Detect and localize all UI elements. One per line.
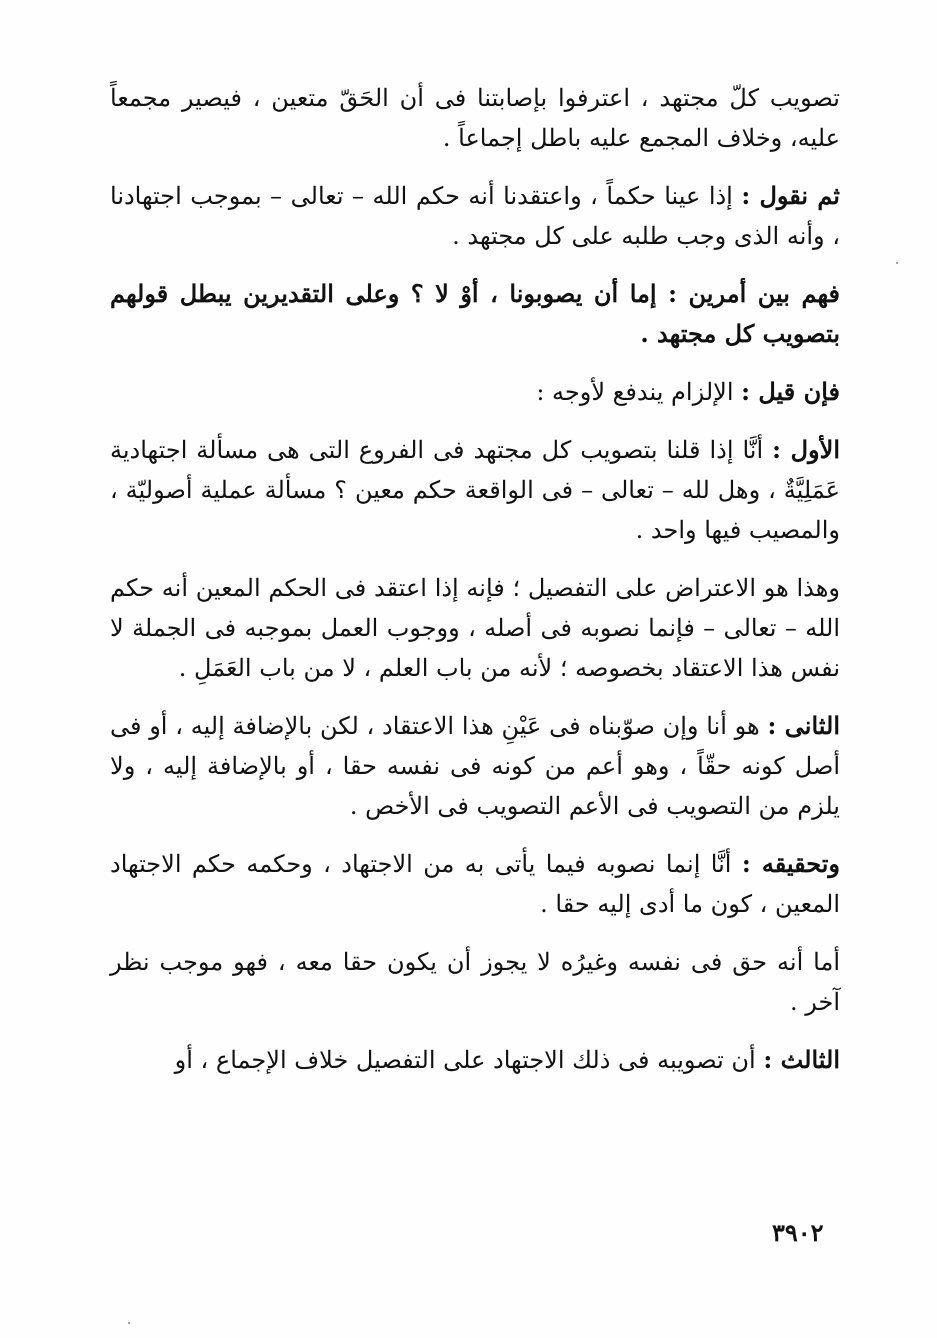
paragraph-4: [110, 430, 840, 550]
paragraph-8: [110, 942, 840, 1022]
paragraph-text: تصويب كلّ مجتهد ، اعترفوا بإصابتنا فى أن الحَقّ متعين ، فيصير مجمعاً عليه، وخلاف المجمع عليه باطل إجماعاً .: [110, 84, 840, 152]
paragraph-text: الإلزام يندفع لأوجه :: [536, 378, 742, 406]
paragraph-lead: فهم بين أمرين :: [668, 279, 841, 308]
paragraph-lead: فإن قيل :: [741, 377, 840, 406]
paragraph-text: وهذا هو الاعتراض على التفصيل ؛ فإنه إذا اعتقد فى الحكم المعين أنه حكم الله – تعالى – فإنما نصوبه فى أصله ، ووجوب العمل بموجبه فى الجملة لا نفس هذا الاعتقاد بخصوصه ؛ لأنه من باب العلم ، لا من باب العَمَلِ .: [110, 574, 840, 682]
paragraph-lead: وتحقيقه :: [741, 849, 840, 878]
paragraph-lead: الثالث :: [763, 1045, 840, 1074]
paragraph-lead: الثانى :: [767, 711, 840, 740]
paragraph-text: أنَّا إذا قلنا بتصويب كل مجتهد فى الفروع التى هى مسألة اجتهادية عَمَلِيَّةٌ ، وهل لله – تعالى – فى الواقعة حكم معين ؟ مسألة عملية أصوليّة ، والمصيب فيها واحد .: [110, 436, 840, 544]
scan-speck: [128, 1322, 130, 1324]
paragraph-text: أن تصويبه فى ذلك الاجتهاد على التفصيل خلاف الإجماع ، أو: [174, 1046, 764, 1074]
paragraph-6: [110, 706, 840, 826]
scan-speck: [896, 262, 898, 264]
paragraph-7: [110, 844, 840, 924]
paragraph-lead: الأول :: [772, 435, 840, 464]
paragraph-2: [110, 274, 840, 354]
paragraph-0: [110, 78, 840, 158]
paragraph-5: [110, 568, 840, 688]
body-text: [110, 78, 840, 1098]
paragraph-1: [110, 176, 840, 256]
paragraph-9: [110, 1040, 840, 1080]
paragraph-lead: ثم نقول :: [741, 181, 840, 210]
page-number: ٣٩٠٢: [772, 1218, 824, 1247]
paragraph-text: أنَّا إنما نصوبه فيما يأتى به من الاجتهاد ، وحكمه حكم الاجتهاد المعين ، كون ما أدى إليه حقا .: [110, 850, 840, 918]
paragraph-text: أما أنه حق فى نفسه وغيرُه لا يجوز أن يكون حقا معه ، فهو موجب نظر آخر .: [110, 948, 840, 1016]
paragraph-text: هو أنا وإن صوّبناه فى عَيْنِ هذا الاعتقاد ، لكن بالإضافة إليه ، أو فى أصل كونه حقّاً ، وهو أعم من كونه فى نفسه حقا ، أو بالإضافة إليه ، ولا يلزم من التصويب فى الأعم التصويب فى الأخص .: [110, 712, 840, 820]
paragraph-text: إما أن يصوبونا ، أوْ لا ؟ وعلى التقديرين يبطل قولهم بتصويب كل مجتهد .: [110, 279, 840, 348]
paragraph-3: [110, 372, 840, 412]
paragraph-text: إذا عينا حكماً ، واعتقدنا أنه حكم الله – تعالى – بموجب اجتهادنا ، وأنه الذى وجب طلبه على كل مجتهد .: [110, 182, 840, 250]
